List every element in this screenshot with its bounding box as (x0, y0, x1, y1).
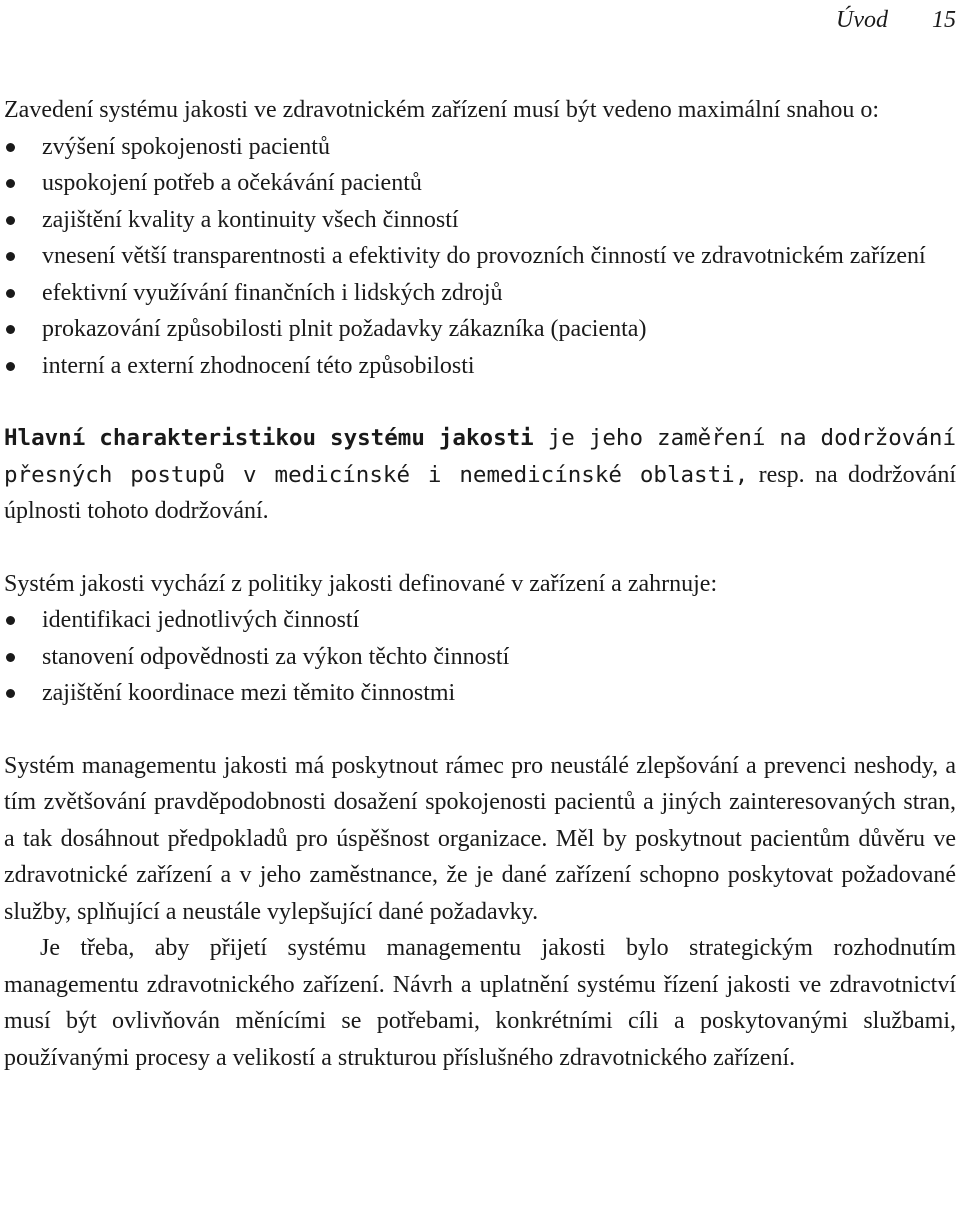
list-item: uspokojení potřeb a očekávání pacientů (4, 165, 956, 202)
section4-paragraph-1: Systém managementu jakosti má poskytnout rámec pro neustálé zlepšování a prevenci neshody, a tím zvětšování pravděpodobnosti dosažení spokojenosti pacientů a jiných zainteresovaných stran, a tak dosáhnout předpokladů pro úspěšnost organizace. Měl by poskytnout pacientům důvěru ve zdravotnické zařízení a v jeho zaměstnance, že je dané zařízení schopno poskytovat požadované služby, splňující a neustále vylepšující dané požadavky. (4, 752, 956, 925)
body-text (4, 92, 956, 1076)
section1-bullet-list (4, 129, 956, 385)
list-item: stanovení odpovědnosti za výkon těchto činností (4, 639, 956, 676)
section4-paragraph-2: Je třeba, aby přijetí systému managementu jakosti bylo strategickým rozhodnutím managementu zdravotnického zařízení. Návrh a uplatnění systému řízení jakosti ve zdravotnictví musí být ovlivňován měnícími se potřebami, konkrétními cíli a poskytovanými službami, používanými procesy a velikostí a strukturou příslušného zdravotnického zařízení. (4, 935, 956, 1071)
section2-mono-text: je jeho zaměření na dodržování přesných postupů v medicínské i nemedicínské oblasti, (4, 425, 956, 488)
chapter-title: Úvod (836, 7, 888, 33)
list-item: vnesení větší transparentnosti a efektivity do provozních činností ve zdravotnickém zařízení (4, 238, 956, 275)
running-header (836, 2, 956, 38)
list-item: prokazování způsobilosti plnit požadavky zákazníka (pacienta) (4, 311, 956, 348)
list-item: zvýšení spokojenosti pacientů (4, 129, 956, 166)
list-item: zajištění koordinace mezi těmito činnostmi (4, 675, 956, 712)
list-item: interní a externí zhodnocení této způsobilosti (4, 348, 956, 385)
document-page (4, 0, 956, 1231)
list-item: identifikaci jednotlivých činností (4, 602, 956, 639)
section3-bullet-list (4, 602, 956, 712)
section1-intro: Zavedení systému jakosti ve zdravotnickém zařízení musí být vedeno maximální snahou o: (4, 97, 880, 123)
section2-plain-text: resp. na dodržování úplnosti tohoto dodržování. (4, 461, 956, 524)
list-item: zajištění kvality a kontinuity všech činností (4, 202, 956, 239)
page-number: 15 (932, 7, 956, 33)
section3-intro: Systém jakosti vychází z politiky jakosti definované v zařízení a zahrnuje: (4, 570, 718, 597)
paragraph-gap (4, 384, 956, 420)
section2-bold-phrase: Hlavní charakteristikou systému jakosti (4, 425, 534, 451)
section2-paragraph (4, 420, 956, 530)
paragraph-gap (4, 712, 956, 748)
list-item: efektivní využívání finančních i lidských zdrojů (4, 275, 956, 312)
paragraph-gap (4, 530, 956, 566)
